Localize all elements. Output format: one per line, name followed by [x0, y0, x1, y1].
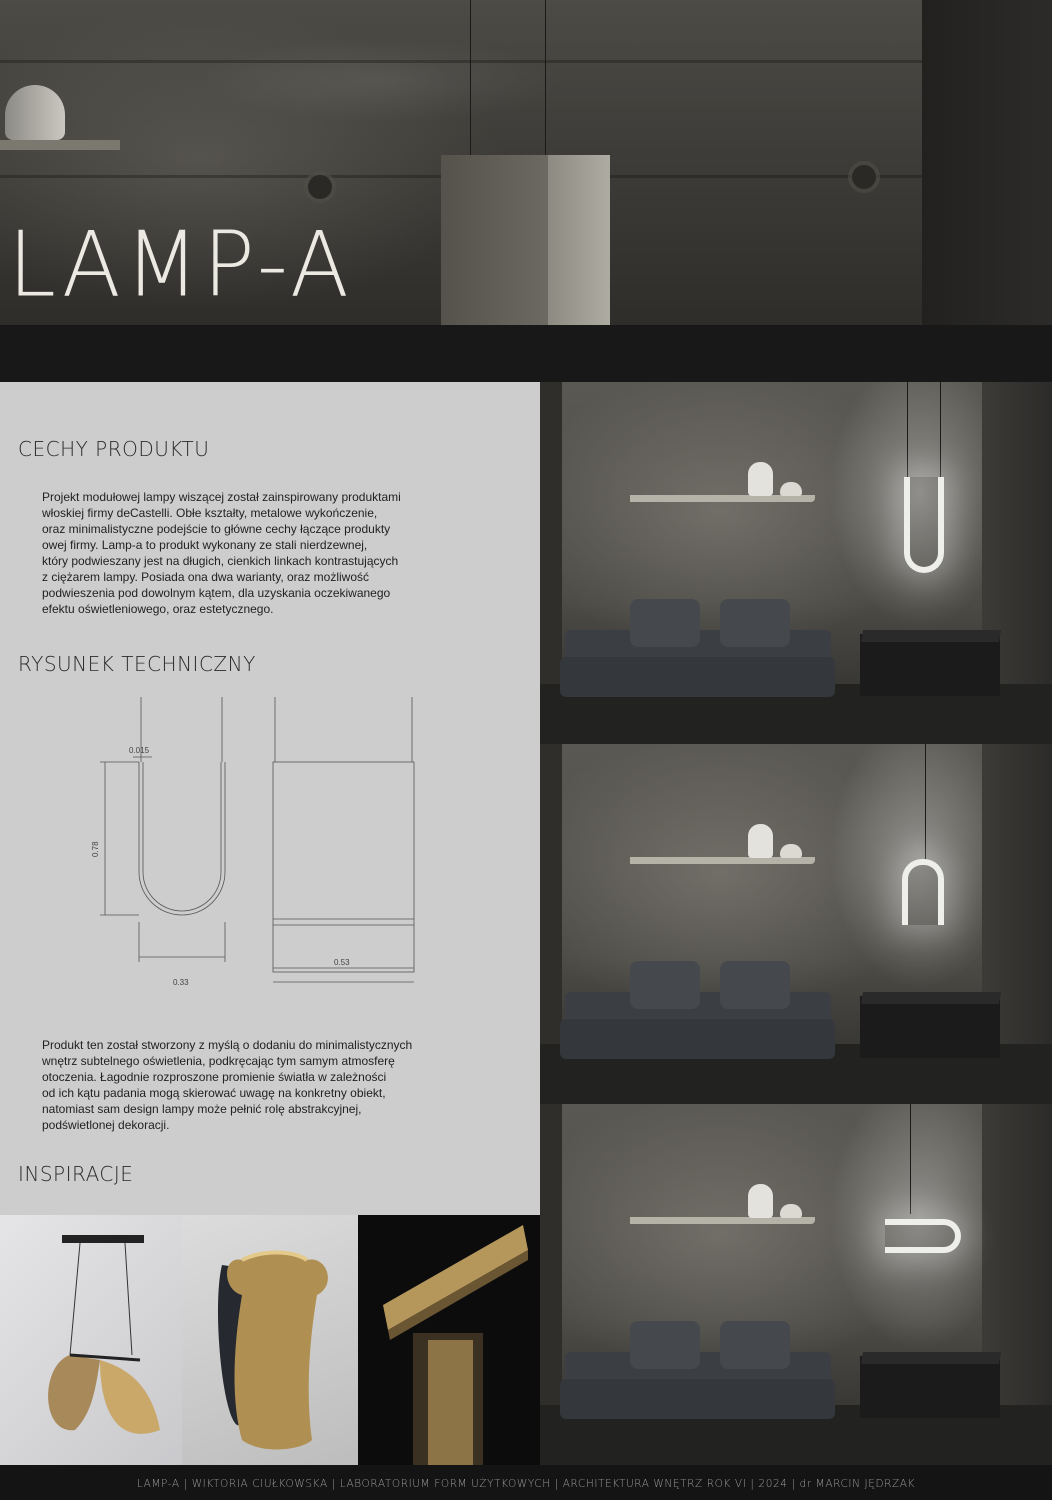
footer: [0, 1465, 1052, 1500]
lamp-panel: [441, 155, 551, 325]
drawing-text: Produkt ten został stworzony z myślą o dodaniu do minimalistycznych wnętrz subtelnego oświetlenia, podkręcając tym samym atmosferę otoczenia. Łagodnie rozproszone promienie światła w zależności od ich kątu padania mogą skierować uwagę na konkretny obiekt, natomiast sam design lampy może pełnić rolę abstrakcyjnej, podświetlonej dekoracji.: [42, 1038, 413, 1132]
render-variant-2: [540, 744, 1052, 1104]
hero-image: [0, 0, 1052, 325]
thickness-label: 0.015: [129, 746, 150, 755]
vase: [5, 85, 65, 140]
render-variant-3: [540, 1104, 1052, 1465]
lamp-arch: [902, 859, 944, 925]
concrete-pillar: [922, 0, 1052, 325]
footer-credits: LAMP-A | WIKTORIA CIUŁKOWSKA | LABORATORIUM FORM UŻYTKOWYCH | ARCHITEKTURA WNĘTRZ ROK VI | 2024 | dr MARCIN JĘDRZAK: [136, 1478, 916, 1490]
page-title: LAMP-A: [8, 212, 353, 318]
suspension-wire: [545, 0, 546, 170]
technical-drawing: [0, 682, 540, 1022]
features-text: Projekt modułowej lampy wiszącej został zainspirowany produktami włoskiej firmy deCastelli. Obłe kształty, metalowe wykończenie, oraz minimalistyczne podejście to główne cechy łączące produkty owej firmy. Lamp-a to produkt wykonany ze stali nierdzewnej, który podwieszany jest na długich, cienkich linkach kontrastujących z ciężarem lampy. Posiada ona dwa warianty, oraz możliwość podwieszenia pod dowolnym kątem, dla uzyskania oczekiwanego efektu oświetleniowego, oraz estetycznego.: [42, 490, 401, 616]
inspiration-image-pendant: [0, 1215, 182, 1465]
concrete-tie-hole: [308, 175, 332, 199]
side-width-label: 0.53: [334, 958, 350, 967]
lamp-panel-lit: [548, 155, 610, 325]
drawing-heading: RYSUNEK TECHNICZNY: [18, 652, 256, 676]
lamp-u-vertical: [904, 477, 944, 573]
render-variant-1: [540, 382, 1052, 744]
height-label: 0.78: [91, 841, 100, 857]
concrete-tie-hole: [852, 165, 876, 189]
lamp-horizontal: [885, 1219, 961, 1253]
front-width-label: 0.33: [173, 978, 189, 987]
description-panel: [0, 382, 540, 1215]
concrete-seam: [0, 60, 1052, 63]
suspension-wire: [470, 0, 471, 170]
inspiration-heading: INSPIRACJE: [18, 1162, 134, 1186]
features-heading: CECHY PRODUKTU: [18, 437, 210, 461]
wall-shelf: [0, 140, 120, 150]
dark-band: [0, 325, 1052, 382]
inspiration-image-console: [358, 1215, 540, 1465]
inspiration-image-cabinet: [182, 1215, 358, 1465]
